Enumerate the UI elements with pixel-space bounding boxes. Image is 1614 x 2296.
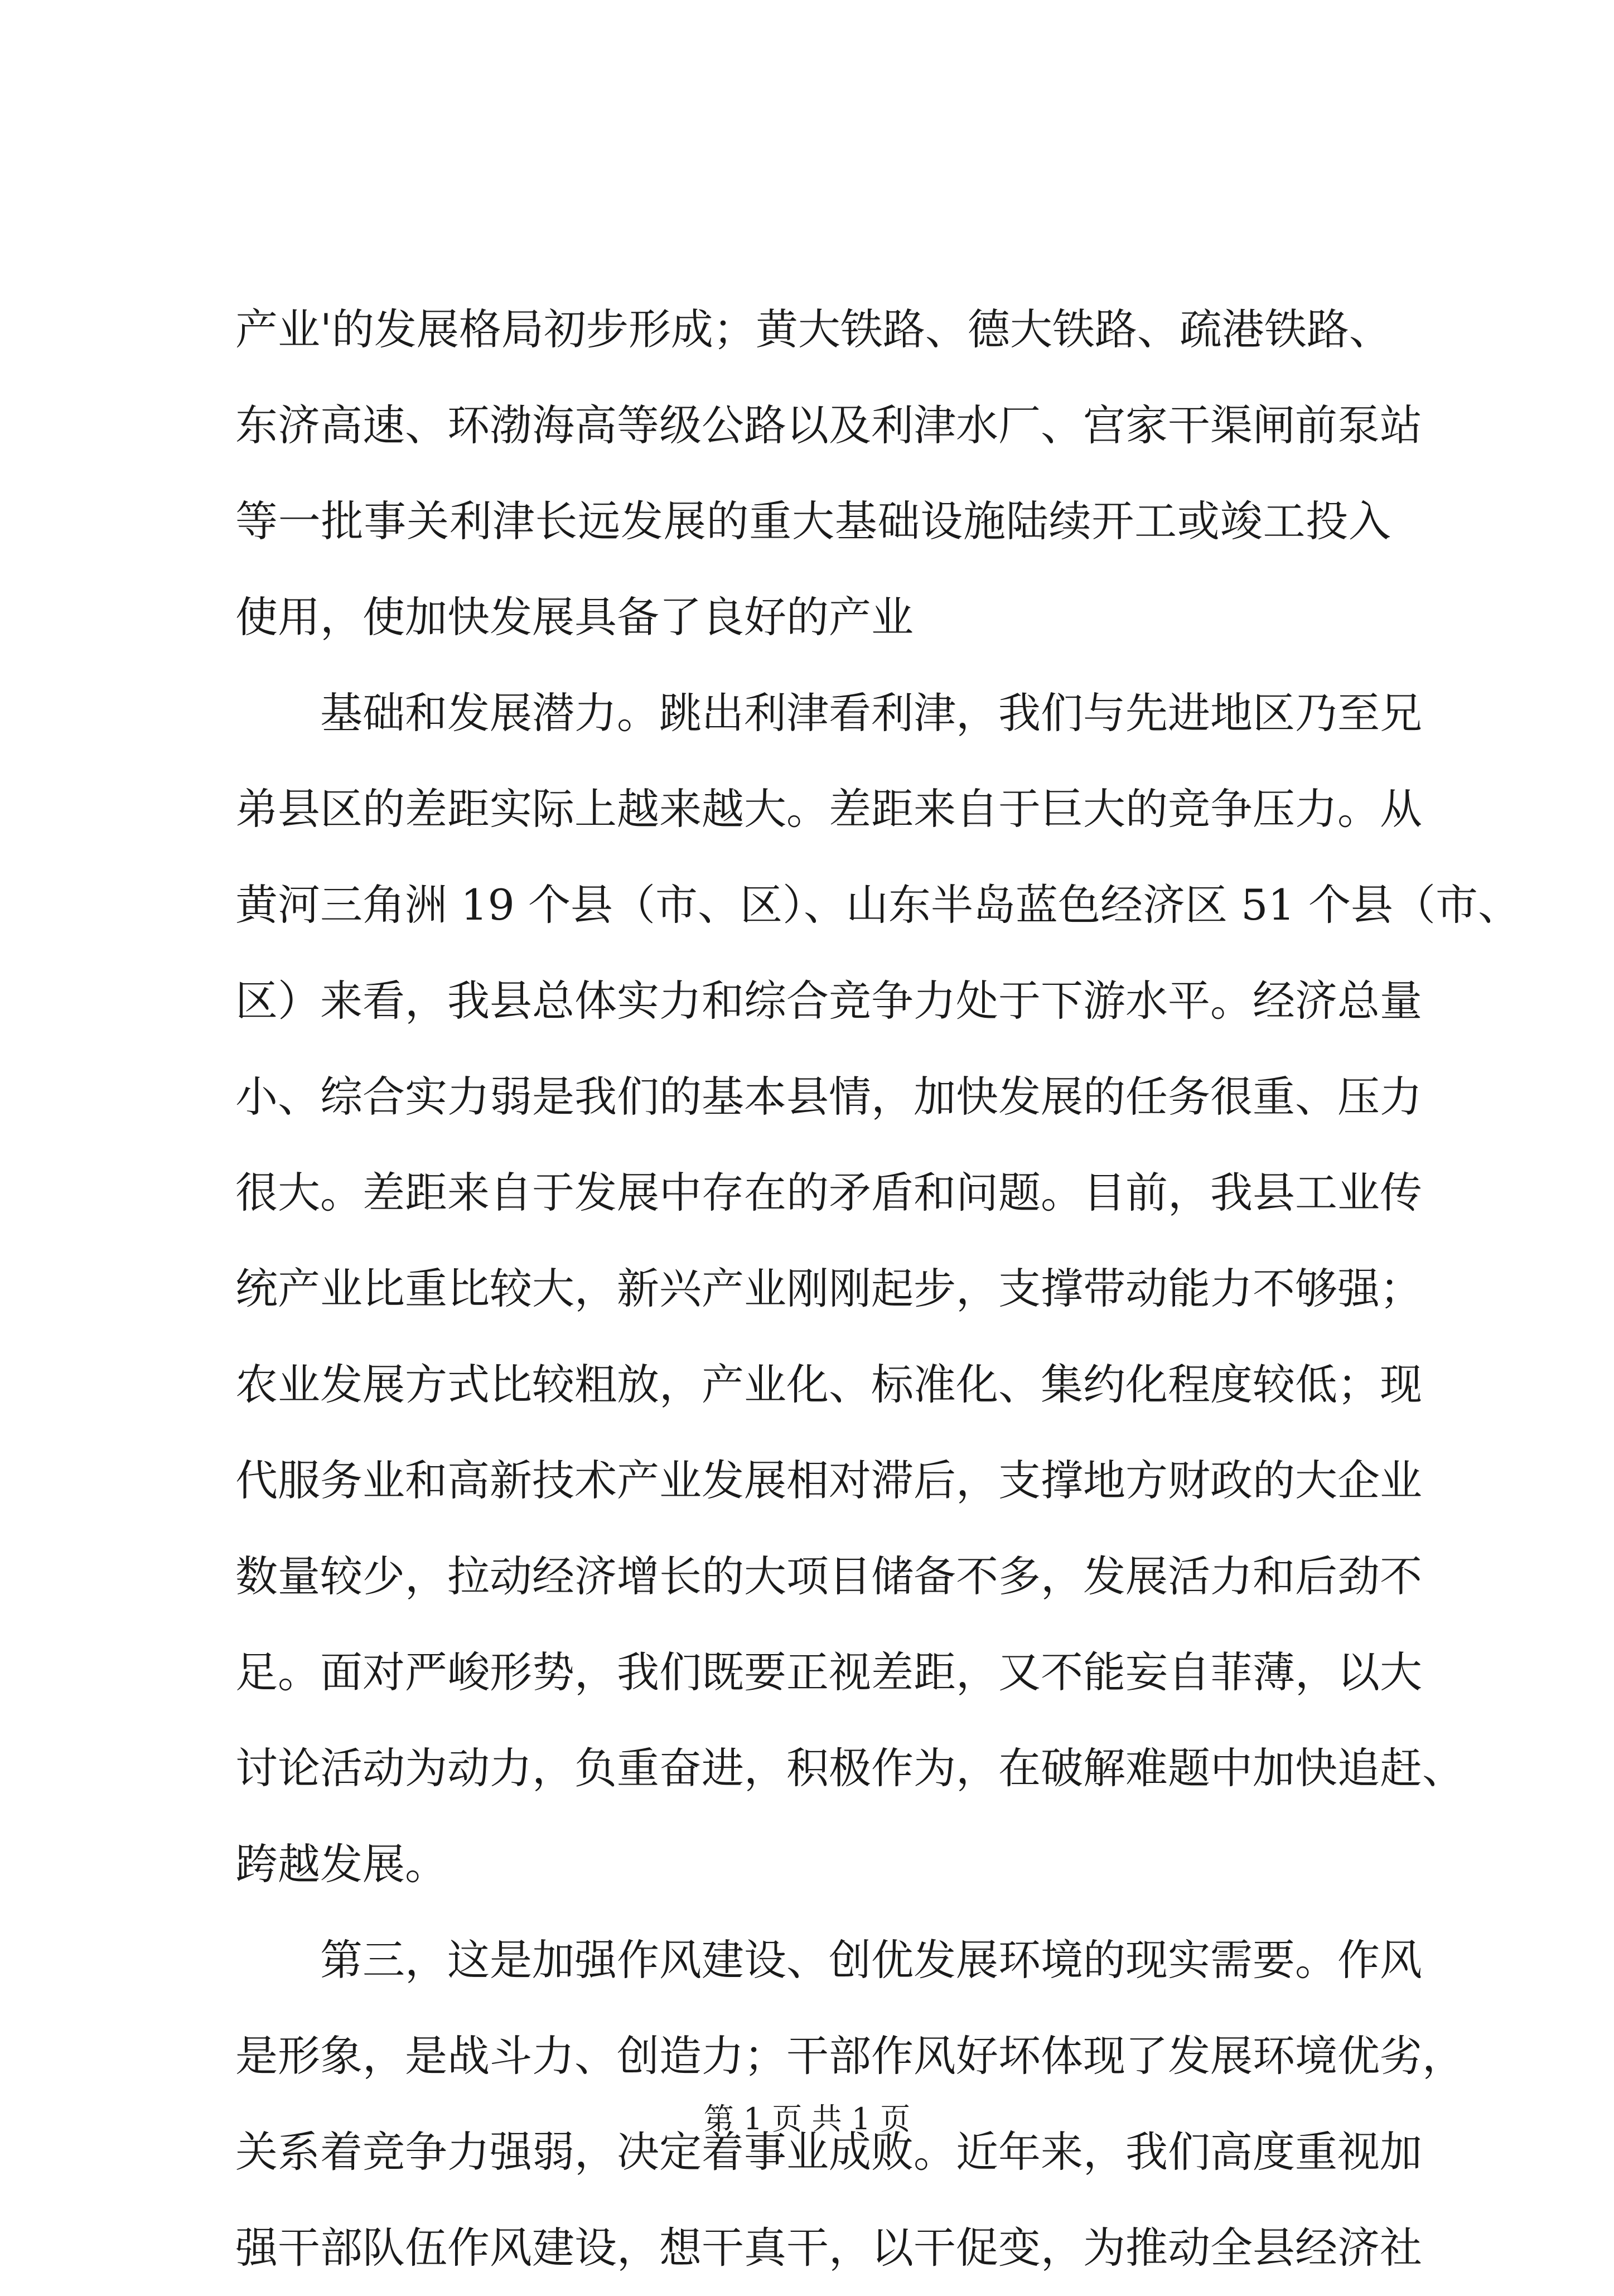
text-line: 黄河三角洲 19 个县（市、区）、山东半岛蓝色经济区 51 个县（市、 bbox=[235, 880, 1521, 930]
text-line: 统产业比重比较大，新兴产业刚刚起步，支撑带动能力不够强； bbox=[235, 1264, 1422, 1313]
page-footer bbox=[0, 2097, 1614, 2142]
page-number-label: 第 1 页 共 1 页 bbox=[703, 2101, 911, 2137]
text-line: 产业'的发展格局初步形成；黄大铁路、德大铁路、疏港铁路、 bbox=[235, 304, 1391, 354]
document-body bbox=[235, 282, 1521, 2296]
text-line: 数量较少，拉动经济增长的大项目储备不多，发展活力和后劲不 bbox=[235, 1551, 1422, 1601]
text-line: 跨越发展。 bbox=[235, 1839, 447, 1889]
text-line: 弟县区的差距实际上越来越大。差距来自于巨大的竞争压力。从 bbox=[235, 784, 1422, 834]
text-line: 足。面对严峻形势，我们既要正视差距，又不能妄自菲薄，以大 bbox=[235, 1647, 1422, 1697]
text-line: 农业发展方式比较粗放，产业化、标准化、集约化程度较低；现 bbox=[235, 1360, 1422, 1409]
text-line: 强干部队伍作风建设，想干真干，以干促变，为推动全县经济社 bbox=[235, 2223, 1422, 2273]
text-line: 讨论活动为动力，负重奋进，积极作为，在破解难题中加快追赶、 bbox=[235, 1743, 1465, 1793]
text-line: 东济高速、环渤海高等级公路以及利津水厂、宫家干渠闸前泵站 bbox=[235, 400, 1422, 450]
text-line: 等一批事关利津长远发展的重大基础设施陆续开工或竣工投入 bbox=[235, 496, 1391, 546]
text-line: 代服务业和高新技术产业发展相对滞后，支撑地方财政的大企业 bbox=[235, 1456, 1422, 1505]
text-line: 小、综合实力弱是我们的基本县情，加快发展的任务很重、压力 bbox=[235, 1072, 1422, 1122]
text-line: 第三，这是加强作风建设、创优发展环境的现实需要。作风 bbox=[235, 1935, 1422, 1985]
text-line: 基础和发展潜力。跳出利津看利津，我们与先进地区乃至兄 bbox=[235, 688, 1422, 738]
text-line: 是形象，是战斗力、创造力；干部作风好坏体现了发展环境优劣， bbox=[235, 2031, 1465, 2081]
text-line: 关系着竞争力强弱，决定着事业成败。近年来，我们高度重视加 bbox=[235, 2127, 1422, 2177]
text-line: 区）来看，我县总体实力和综合竞争力处于下游水平。经济总量 bbox=[235, 976, 1422, 1026]
text-line: 使用，使加快发展具备了良好的产业 bbox=[235, 592, 914, 642]
text-line: 很大。差距来自于发展中存在的矛盾和问题。目前，我县工业传 bbox=[235, 1168, 1422, 1217]
